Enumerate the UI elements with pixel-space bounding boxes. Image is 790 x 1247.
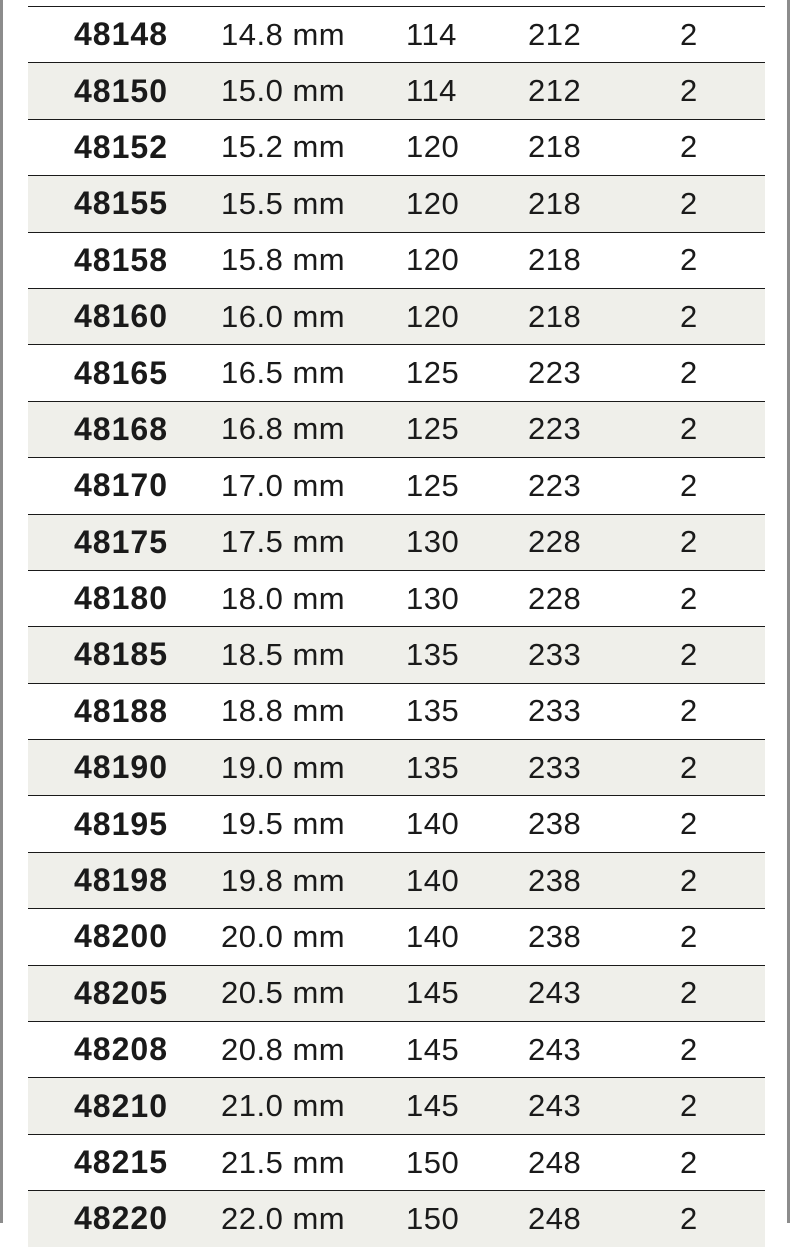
value-a-cell: 120 [406,129,460,165]
diameter-cell: 16.8 mm [221,411,346,447]
item-code-cell: 48155 [74,185,168,222]
table-row [28,401,765,457]
item-code-cell: 48158 [74,241,168,278]
table-row [28,1021,765,1077]
value-b-cell: 218 [528,185,582,221]
diameter-cell: 17.0 mm [221,467,346,503]
value-b-cell: 223 [528,467,582,503]
item-code-cell: 48165 [74,354,168,391]
quantity-cell: 2 [680,185,698,221]
quantity-cell: 2 [680,1088,698,1124]
page-border-left [0,0,3,1223]
quantity-cell: 2 [680,806,698,842]
value-b-cell: 228 [528,524,582,560]
value-a-cell: 114 [406,16,457,52]
value-a-cell: 120 [406,242,460,278]
item-code-cell: 48150 [74,72,168,109]
table-row [28,1190,765,1246]
item-code-cell: 48208 [74,1031,168,1068]
quantity-cell: 2 [680,918,698,954]
table-row [28,1077,765,1133]
table-row [28,739,765,795]
value-a-cell: 140 [406,806,460,842]
value-a-cell: 130 [406,524,460,560]
table-row [28,683,765,739]
table-row [28,570,765,626]
quantity-cell: 2 [680,749,698,785]
quantity-cell: 2 [680,975,698,1011]
diameter-cell: 21.5 mm [221,1144,346,1180]
table-row [28,908,765,964]
diameter-cell: 17.5 mm [221,524,346,560]
value-b-cell: 228 [528,580,582,616]
quantity-cell: 2 [680,411,698,447]
item-code-cell: 48188 [74,692,168,729]
value-a-cell: 145 [406,1088,460,1124]
item-code-cell: 48175 [74,523,168,560]
quantity-cell: 2 [680,298,698,334]
value-b-cell: 248 [528,1144,582,1180]
item-code-cell: 48205 [74,974,168,1011]
table-row [28,795,765,851]
diameter-cell: 16.0 mm [221,298,346,334]
diameter-cell: 20.5 mm [221,975,346,1011]
value-b-cell: 243 [528,1031,582,1067]
value-b-cell: 243 [528,975,582,1011]
item-code-cell: 48170 [74,467,168,504]
item-code-cell: 48148 [74,16,168,53]
quantity-cell: 2 [680,129,698,165]
quantity-cell: 2 [680,467,698,503]
value-a-cell: 135 [406,636,460,672]
value-a-cell: 145 [406,1031,460,1067]
value-a-cell: 150 [406,1200,460,1236]
value-a-cell: 145 [406,975,460,1011]
value-b-cell: 238 [528,918,582,954]
item-code-cell: 48190 [74,749,168,786]
item-code-cell: 48210 [74,1087,168,1124]
value-b-cell: 218 [528,129,582,165]
item-code-cell: 48180 [74,580,168,617]
value-b-cell: 243 [528,1088,582,1124]
item-code-cell: 48198 [74,862,168,899]
diameter-cell: 19.5 mm [221,806,346,842]
value-a-cell: 135 [406,749,460,785]
item-code-cell: 48160 [74,298,168,335]
value-b-cell: 218 [528,298,582,334]
diameter-cell: 15.8 mm [221,242,346,278]
item-code-cell: 48152 [74,128,168,165]
value-b-cell: 212 [528,73,582,109]
value-a-cell: 135 [406,693,460,729]
quantity-cell: 2 [680,1200,698,1236]
value-a-cell: 150 [406,1144,460,1180]
quantity-cell: 2 [680,862,698,898]
value-a-cell: 140 [406,862,460,898]
value-a-cell: 140 [406,918,460,954]
table-row [28,514,765,570]
diameter-cell: 21.0 mm [221,1088,346,1124]
diameter-cell: 18.5 mm [221,636,346,672]
diameter-cell: 15.5 mm [221,185,346,221]
product-size-table [28,6,765,1247]
quantity-cell: 2 [680,636,698,672]
quantity-cell: 2 [680,1144,698,1180]
value-a-cell: 125 [406,355,460,391]
diameter-cell: 15.2 mm [221,129,346,165]
quantity-cell: 2 [680,355,698,391]
quantity-cell: 2 [680,524,698,560]
item-code-cell: 48200 [74,918,168,955]
table-row [28,6,765,62]
quantity-cell: 2 [680,73,698,109]
quantity-cell: 2 [680,1031,698,1067]
table-row [28,62,765,118]
quantity-cell: 2 [680,693,698,729]
table-row [28,965,765,1021]
value-a-cell: 120 [406,185,460,221]
value-b-cell: 248 [528,1200,582,1236]
diameter-cell: 16.5 mm [221,355,346,391]
value-b-cell: 233 [528,693,582,729]
table-row [28,626,765,682]
value-a-cell: 125 [406,411,460,447]
diameter-cell: 19.8 mm [221,862,346,898]
item-code-cell: 48168 [74,410,168,447]
item-code-cell: 48220 [74,1200,168,1237]
diameter-cell: 22.0 mm [221,1200,346,1236]
diameter-cell: 19.0 mm [221,749,346,785]
diameter-cell: 20.0 mm [221,918,346,954]
diameter-cell: 18.0 mm [221,580,346,616]
diameter-cell: 18.8 mm [221,693,346,729]
quantity-cell: 2 [680,16,698,52]
table-row [28,852,765,908]
value-b-cell: 223 [528,355,582,391]
table-row [28,1134,765,1190]
diameter-cell: 20.8 mm [221,1031,346,1067]
value-b-cell: 233 [528,749,582,785]
diameter-cell: 15.0 mm [221,73,346,109]
table-row [28,344,765,400]
value-b-cell: 223 [528,411,582,447]
table-row [28,119,765,175]
table-row [28,175,765,231]
item-code-cell: 48195 [74,805,168,842]
value-b-cell: 212 [528,16,582,52]
item-code-cell: 48215 [74,1144,168,1180]
value-b-cell: 218 [528,242,582,278]
value-a-cell: 130 [406,580,460,616]
quantity-cell: 2 [680,580,698,616]
value-a-cell: 114 [406,73,457,109]
value-a-cell: 125 [406,467,460,503]
table-row [28,457,765,513]
table-row [28,232,765,288]
value-b-cell: 233 [528,636,582,672]
value-a-cell: 120 [406,298,460,334]
value-b-cell: 238 [528,862,582,898]
value-b-cell: 238 [528,806,582,842]
table-row [28,288,765,344]
item-code-cell: 48185 [74,636,168,673]
diameter-cell: 14.8 mm [221,16,346,52]
quantity-cell: 2 [680,242,698,278]
